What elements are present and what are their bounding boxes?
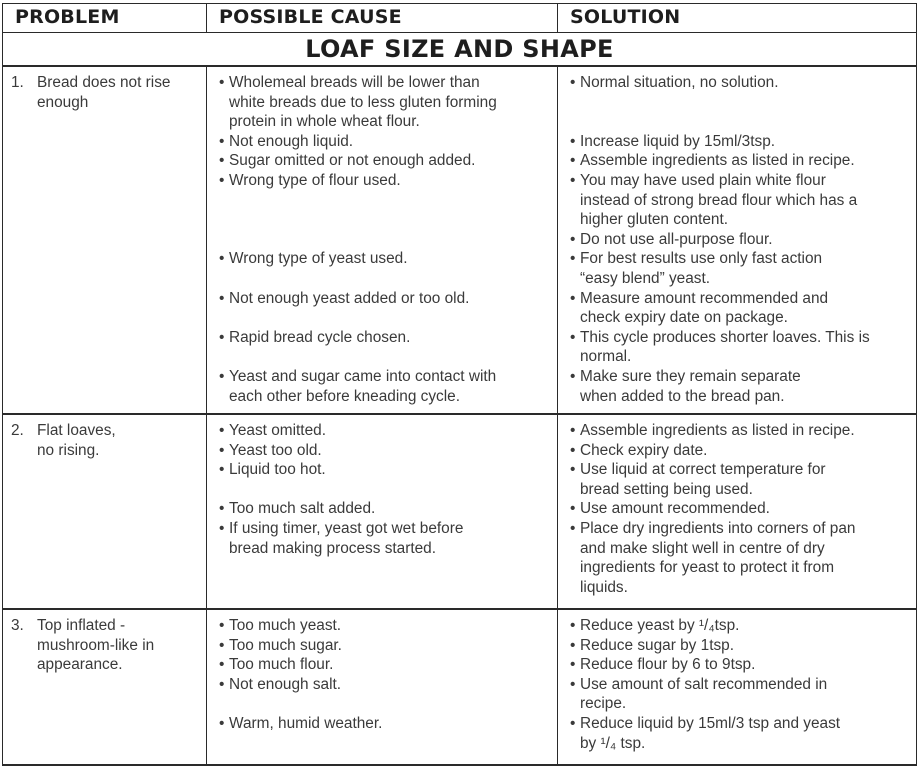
- cause-item: • Too much sugar.: [219, 636, 342, 654]
- table-row: [2, 415, 917, 610]
- problem-number: 2.: [11, 422, 24, 439]
- solution-item: • Normal situation, no solution.: [570, 74, 779, 91]
- solution-item: • Use liquid at correct temperature for bread setting being used.: [570, 461, 826, 498]
- problem-text: Flat loaves, no rising.: [37, 422, 116, 459]
- cause-item: • Liquid too hot.: [219, 461, 326, 479]
- problem-cell: [3, 67, 207, 413]
- cause-item: • If using timer, yeast got wet before bread making process started.: [219, 519, 464, 557]
- solution-item: • Use amount recommended.: [570, 500, 770, 518]
- solution-item: • For best results use only fast action “easy blend” yeast.: [570, 250, 823, 287]
- solution-item: • Assemble ingredients as listed in recipe.: [570, 422, 855, 439]
- cause-item: • Sugar omitted or not enough added.: [219, 152, 476, 170]
- solution-item: • Reduce sugar by 1tsp.: [570, 636, 734, 654]
- cause-item: • Too much salt added.: [219, 500, 376, 518]
- solution-item: • Reduce liquid by 15ml/3 tsp and yeast by ¹/₄ tsp.: [570, 714, 841, 752]
- cause-item: • Rapid bread cycle chosen.: [219, 328, 411, 346]
- solution-cell: [558, 415, 916, 608]
- cause-item: • Too much flour.: [219, 656, 334, 674]
- solution-item: • Reduce yeast by ¹/₄tsp.: [570, 617, 740, 634]
- troubleshooting-table: [2, 3, 917, 766]
- cause-item: • Yeast too old.: [219, 441, 322, 459]
- solution-cell: [558, 610, 916, 764]
- solution-cell: [558, 67, 916, 413]
- cause-cell: [207, 415, 558, 608]
- header-possible-cause: POSSIBLE CAUSE: [207, 4, 558, 32]
- cause-cell: [207, 67, 558, 413]
- table-row: [2, 67, 917, 415]
- solution-item: • Place dry ingredients into corners of pan and make slight well in centre of dry ingredients for yeast to protect it from liquids.: [570, 519, 856, 596]
- problem-number: 1.: [11, 74, 24, 91]
- cause-item: • Too much yeast.: [219, 617, 342, 634]
- cause-item: • Wrong type of flour used.: [219, 171, 401, 189]
- cause-item: • Yeast omitted.: [219, 422, 326, 439]
- solution-item: • Use amount of salt recommended in recipe.: [570, 675, 828, 713]
- cause-item: • Not enough yeast added or too old.: [219, 289, 470, 307]
- header-solution: SOLUTION: [570, 6, 681, 28]
- problem-number: 3.: [11, 617, 24, 634]
- solution-item: • Measure amount recommended and check expiry date on package.: [570, 289, 829, 327]
- solution-item: • This cycle produces shorter loaves. This is normal.: [570, 328, 870, 366]
- table-header: [2, 3, 917, 32]
- problem-cell: [3, 610, 207, 764]
- solution-item: • Do not use all-purpose flour.: [570, 230, 773, 248]
- solution-item: • Make sure they remain separate when added to the bread pan.: [570, 367, 801, 405]
- solution-item: • Assemble ingredients as listed in recipe.: [570, 152, 855, 170]
- cause-item: • Wholemeal breads will be lower than white breads due to less gluten forming protein in whole wheat flour.: [219, 74, 497, 131]
- cause-item: • Wrong type of yeast used.: [219, 250, 408, 268]
- problem-text: Bread does not rise enough: [37, 74, 171, 111]
- solution-item: • Reduce flour by 6 to 9tsp.: [570, 656, 756, 674]
- cause-item: • Yeast and sugar came into contact with each other before kneading cycle.: [219, 367, 497, 405]
- solution-item: • You may have used plain white flour instead of strong bread flour which has a higher gluten content.: [570, 171, 858, 229]
- section-title: LOAF SIZE AND SHAPE: [2, 32, 917, 67]
- solution-item: • Check expiry date.: [570, 441, 708, 459]
- cause-cell: [207, 610, 558, 764]
- solution-item: • Increase liquid by 15ml/3tsp.: [570, 132, 776, 150]
- header-problem: PROBLEM: [3, 4, 207, 32]
- problem-text: Top inflated - mushroom-like in appearance.: [37, 617, 155, 674]
- table-row: [2, 610, 917, 766]
- cause-item: • Not enough liquid.: [219, 132, 354, 150]
- problem-cell: [3, 415, 207, 608]
- cause-item: • Not enough salt.: [219, 675, 342, 693]
- cause-item: • Warm, humid weather.: [219, 714, 383, 732]
